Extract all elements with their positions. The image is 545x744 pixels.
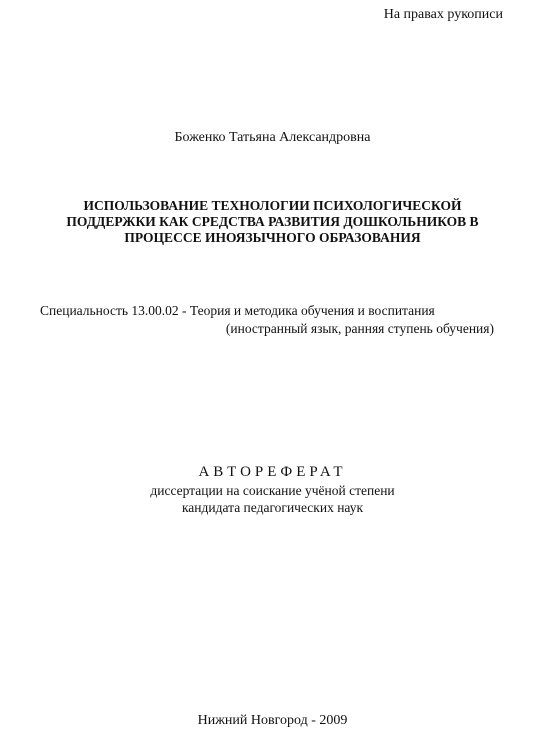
title-line: ИСПОЛЬЗОВАНИЕ ТЕХНОЛОГИИ ПСИХОЛОГИЧЕСКОЙ [83,198,462,213]
specialty-detail-line: (иностранный язык, ранняя ступень обучения) [225,321,494,336]
abstract-subtitle-line: диссертации на соискание учёной степени [150,483,395,498]
title-line: ПОДДЕРЖКИ КАК СРЕДСТВА РАЗВИТИЯ ДОШКОЛЬНИКОВ В [66,214,479,229]
abstract-block [0,462,545,516]
title-line: ПРОЦЕССЕ ИНОЯЗЫЧНОГО ОБРАЗОВАНИЯ [124,230,421,245]
author-name: Боженко Татьяна Александровна [174,130,371,145]
specialty-block [40,302,494,338]
specialty-line: Специальность 13.00.02 - Теория и методика обучения и воспитания [40,303,435,318]
rights-note: На правах рукописи [383,7,503,22]
abstract-heading: АВТОРЕФЕРАТ [198,464,347,480]
dissertation-title [20,198,525,246]
city-year: Нижний Новгород - 2009 [197,713,348,728]
abstract-degree-line: кандидата педагогических наук [181,500,364,515]
